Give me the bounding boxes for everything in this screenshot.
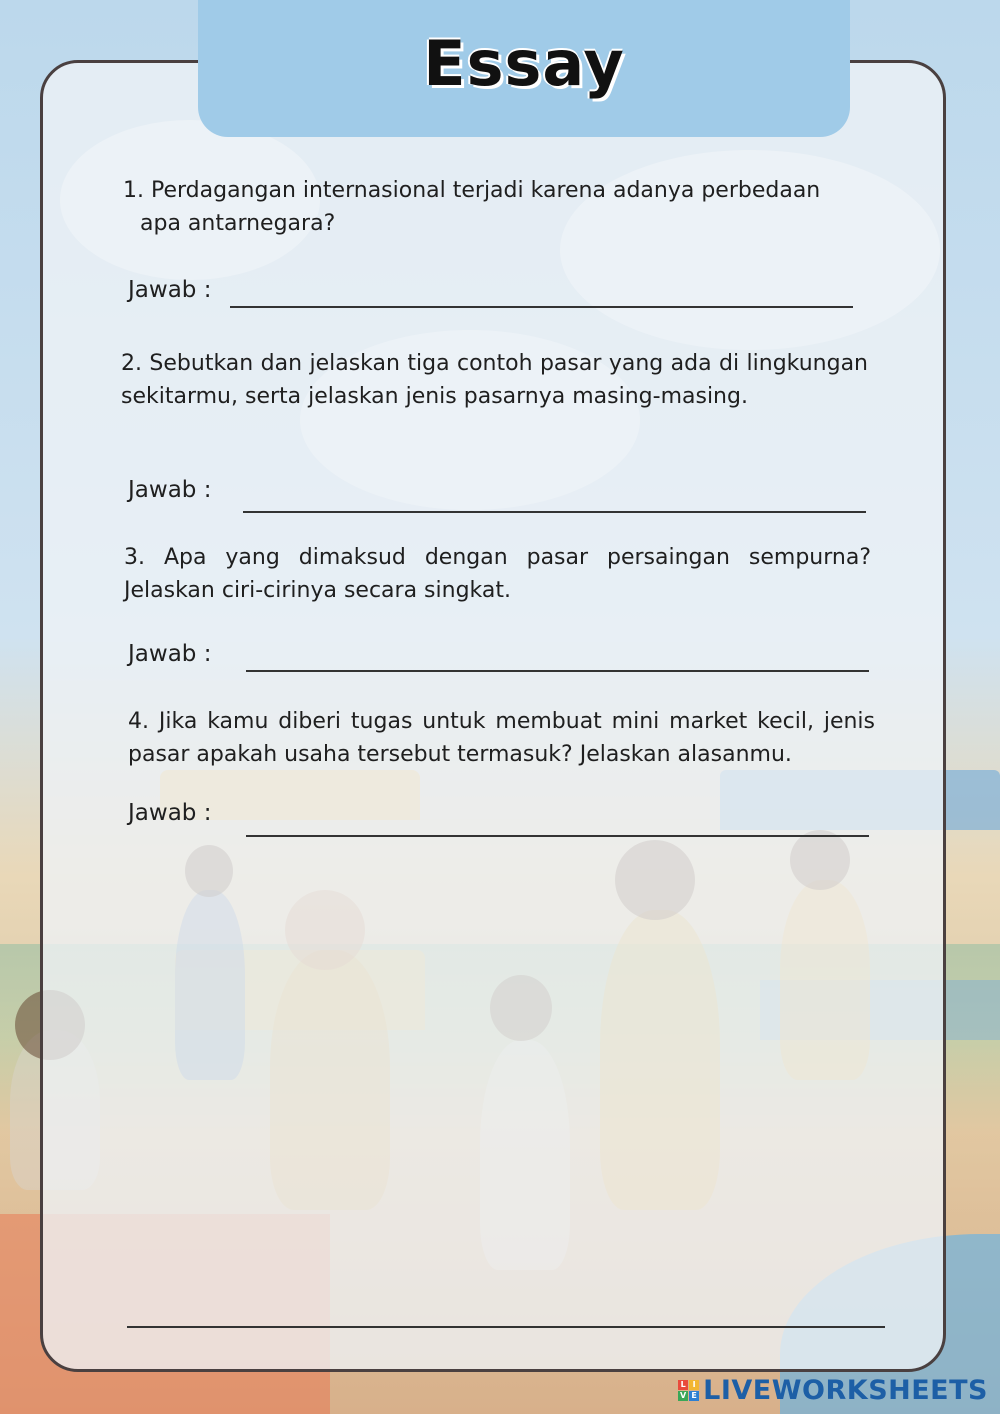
answer-label-1: Jawab :: [128, 277, 212, 303]
question-2: 2. Sebutkan dan jelaskan tiga contoh pasar yang ada di lingkungan sekitarmu, serta jelaskan jenis pasarnya masing-masing.: [121, 351, 868, 409]
answer-line-2[interactable]: [243, 511, 866, 513]
title-tab: [198, 0, 850, 137]
logo-mark-letter: L: [678, 1380, 688, 1390]
logo-mark-letter: I: [689, 1380, 699, 1390]
question-3: 3. Apa yang dimaksud dengan pasar persaingan sempurna? Jelaskan ciri-cirinya secara singkat.: [124, 545, 871, 603]
logo-mark-letter: V: [680, 1391, 687, 1400]
answer-line-3[interactable]: [246, 670, 869, 672]
answer-line-1[interactable]: [230, 306, 853, 308]
logo-text: LIVEWORKSHEETS: [703, 1375, 988, 1406]
question-1: [123, 174, 853, 240]
answer-line-4[interactable]: [246, 835, 869, 837]
question-1-line-1: 1. Perdagangan internasional terjadi karena adanya perbedaan: [123, 178, 821, 203]
answer-line-extra[interactable]: [127, 1326, 885, 1328]
logo-mark-letter: E: [689, 1391, 699, 1401]
page-title: Essay: [423, 27, 625, 100]
answer-label-2: Jawab :: [128, 477, 212, 503]
liveworksheets-logo: [678, 1375, 988, 1406]
question-4: 4. Jika kamu diberi tugas untuk membuat mini market kecil, jenis pasar apakah usaha tersebut termasuk? Jelaskan alasanmu.: [128, 709, 875, 767]
answer-label-3: Jawab :: [128, 641, 212, 667]
answer-label-4: Jawab :: [128, 800, 212, 826]
logo-mark-icon: [678, 1380, 699, 1401]
question-1-line-2: apa antarnegara?: [140, 211, 336, 236]
